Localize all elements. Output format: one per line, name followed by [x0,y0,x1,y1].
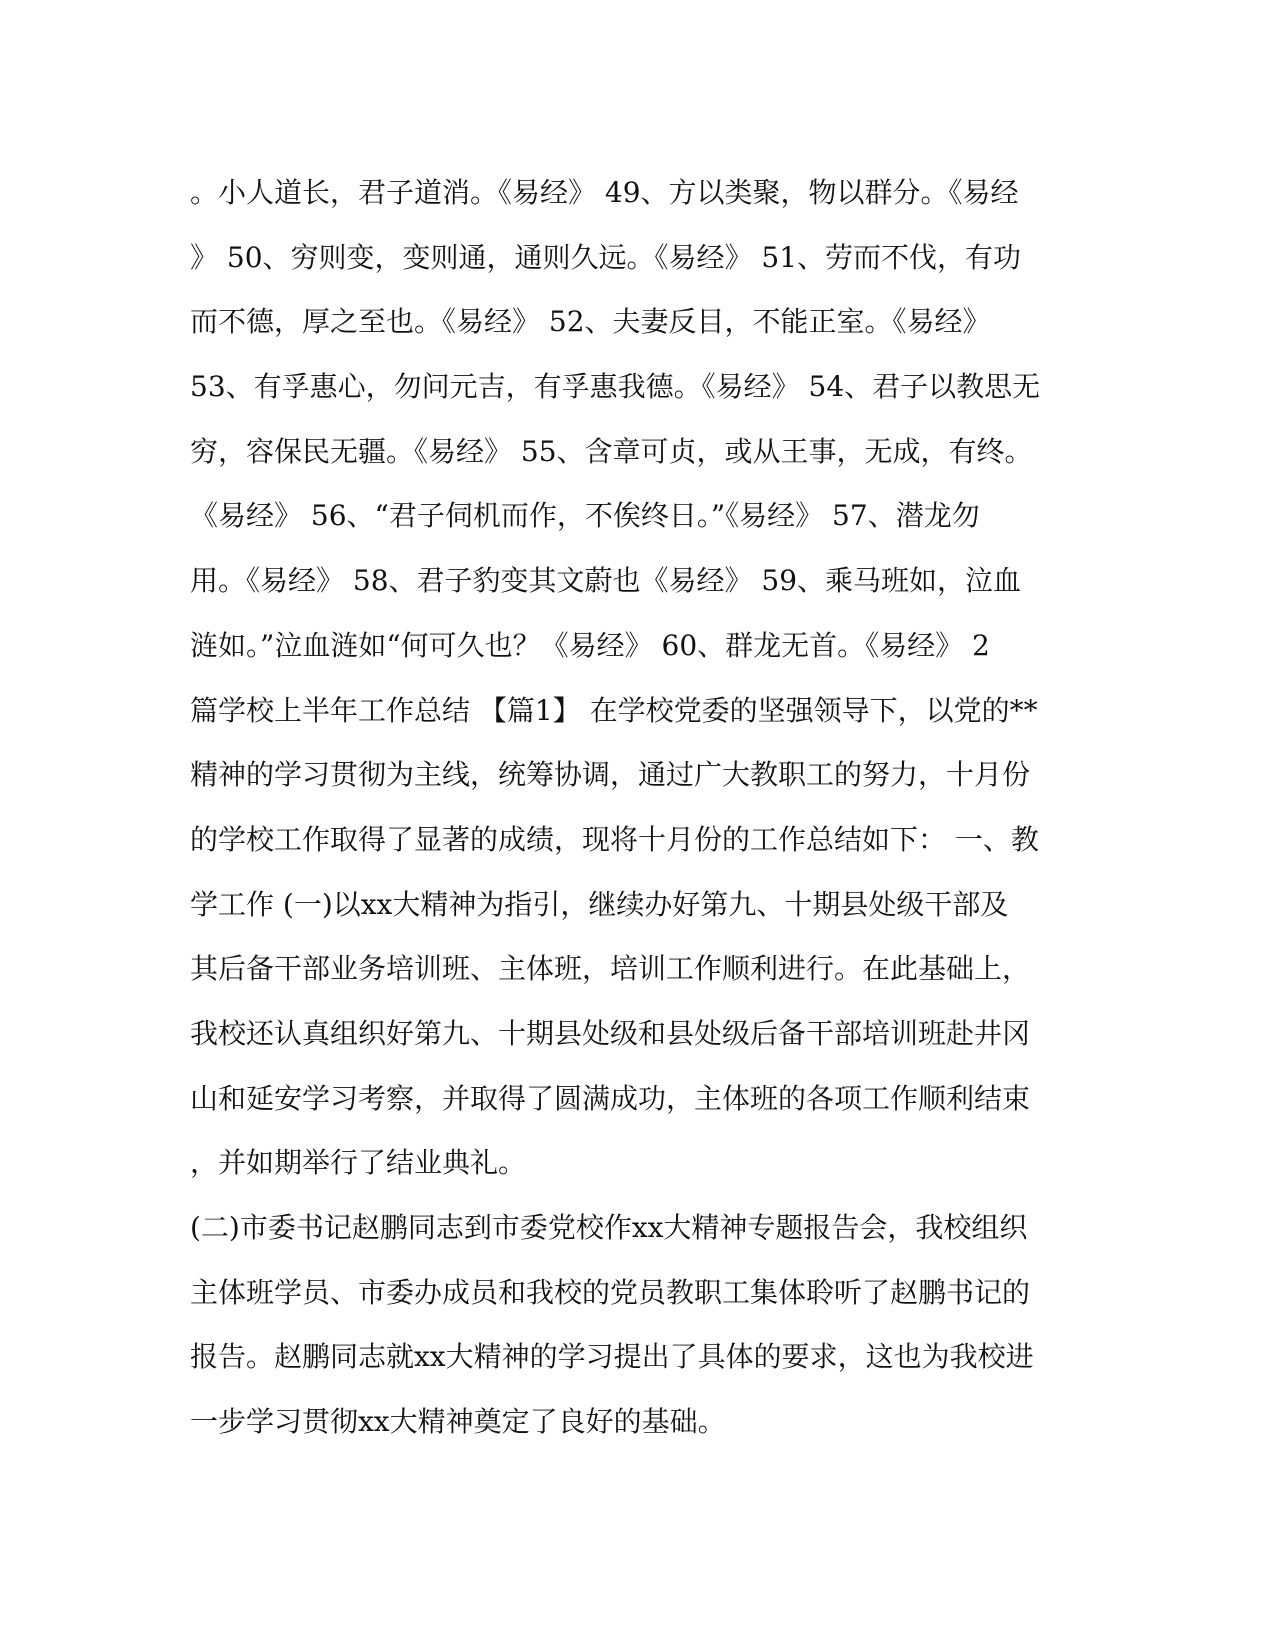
text-line: 篇学校上半年工作总结 【篇1】 在学校党委的坚强领导下，以党的** [190,693,1038,727]
text-line: 主体班学员、市委办成员和我校的党员教职工集体聆听了赵鹏书记的 [190,1275,1031,1309]
text-line: 。小人道长，君子道消。《易经》 49、方以类聚，物以群分。《易经 [190,176,1019,209]
text-line: 山和延安学习考察，并取得了圆满成功，主体班的各项工作顺利结束 [190,1081,1031,1115]
text-line: 而不德，厚之至也。《易经》 52、夫妻反目，不能正室。《易经》 [190,305,991,339]
text-line: 53、有孚惠心，勿问元吉，有孚惠我德。《易经》 54、君子以教思无 [190,370,1041,404]
text-line: 我校还认真组织好第九、十期县处级和县处级后备干部培训班赴井冈 [190,1016,1031,1050]
text-line: 》 50、穷则变，变则通，通则久远。《易经》 51、劳而不伐，有功 [190,240,1022,274]
text-line: (二)市委书记赵鹏同志到市委党校作xx大精神专题报告会，我校组织 [190,1211,1028,1244]
text-line: 《易经》 56、“君子伺机而作，不俟终日。”《易经》 57、潜龙勿 [190,499,980,533]
text-line: 学工作 (一)以xx大精神为指引，继续办好第九、十期县处级干部及 [190,887,1009,921]
text-line: 一步学习贯彻xx大精神奠定了良好的基础。 [190,1405,726,1439]
text-line: 其后备干部业务培训班、主体班，培训工作顺利进行。在此基础上， [190,952,1031,986]
text-line: 用。《易经》 58、君子豹变其文蔚也《易经》 59、乘马班如，泣血 [190,564,1022,598]
text-line: ，并如期举行了结业典礼。 [190,1146,527,1180]
text-line: 穷，容保民无疆。《易经》 55、含章可贞，或从王事，无成，有终。 [190,434,1033,468]
text-line: 的学校工作取得了显著的成绩，现将十月份的工作总结如下： 一、教 [190,822,1039,856]
text-line: 涟如。”泣血涟如“何可久也？《易经》 60、群龙无首。《易经》 2 [190,628,990,662]
body-text [190,161,1090,1455]
text-line: 报告。赵鹏同志就xx大精神的学习提出了具体的要求，这也为我校进 [190,1340,1034,1374]
text-line: 精神的学习贯彻为主线，统筹协调，通过广大教职工的努力，十月份 [190,758,1031,792]
